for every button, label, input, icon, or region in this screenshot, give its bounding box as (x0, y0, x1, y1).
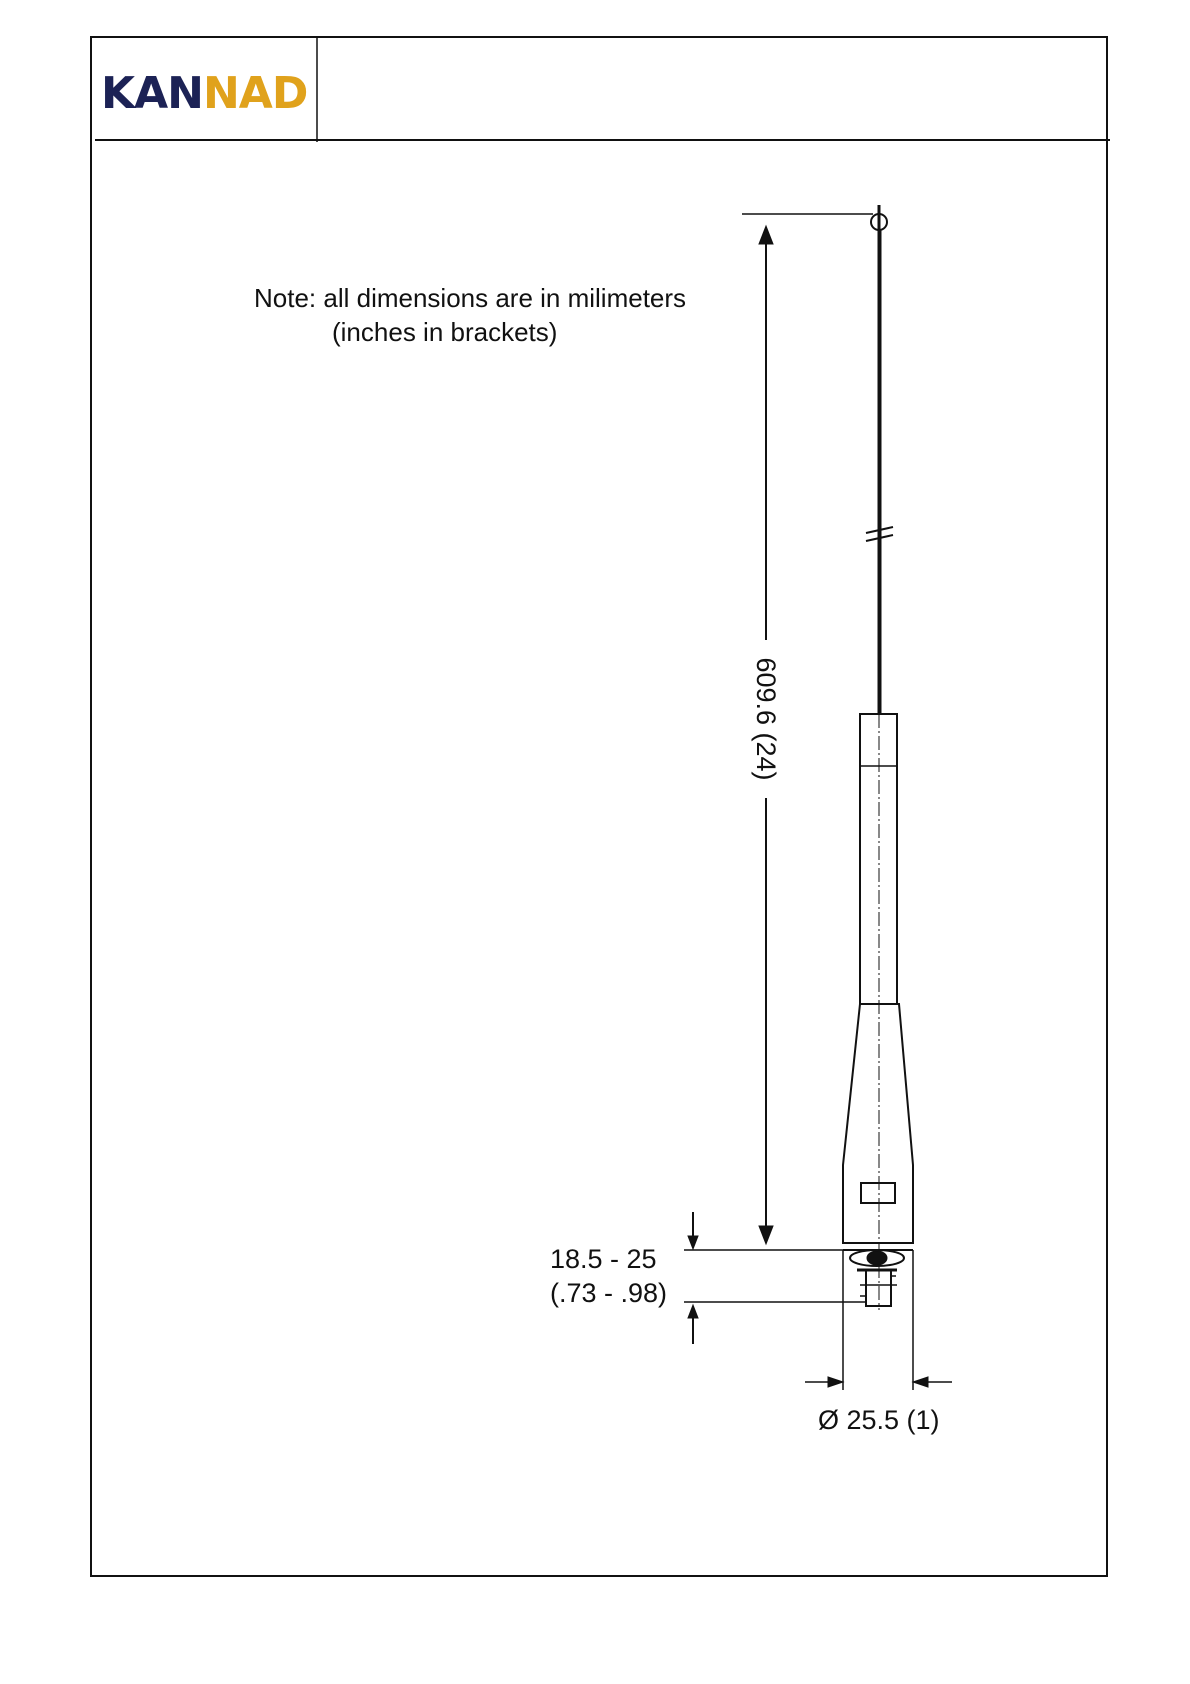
note-line-2: (inches in brackets) (332, 317, 558, 347)
note-line-1: Note: all dimensions are in milimeters (254, 283, 687, 313)
mount-range-in-label: (.73 - .98) (550, 1278, 668, 1308)
arrow-up-icon (688, 1305, 698, 1318)
arrow-left-icon (913, 1377, 928, 1387)
height-dimension-label: 609.6 (24) (751, 657, 781, 781)
logo-part-2: NAD (202, 68, 308, 119)
arrow-up-icon (759, 226, 773, 244)
mount-range-dimension (684, 1212, 866, 1344)
arrow-right-icon (828, 1377, 843, 1387)
outer-frame (91, 37, 1107, 1576)
arrow-down-icon (759, 1226, 773, 1244)
kannad-logo (101, 68, 307, 119)
logo-part-1: KAN (101, 68, 203, 119)
label-window (861, 1183, 895, 1203)
arrow-down-icon (688, 1236, 698, 1249)
diameter-label: Ø 25.5 (1) (818, 1405, 940, 1435)
logo-text (101, 68, 307, 119)
tapered-base (843, 1004, 913, 1243)
mount-range-mm-label: 18.5 - 25 (550, 1244, 657, 1274)
antenna-drawing (843, 205, 913, 1310)
